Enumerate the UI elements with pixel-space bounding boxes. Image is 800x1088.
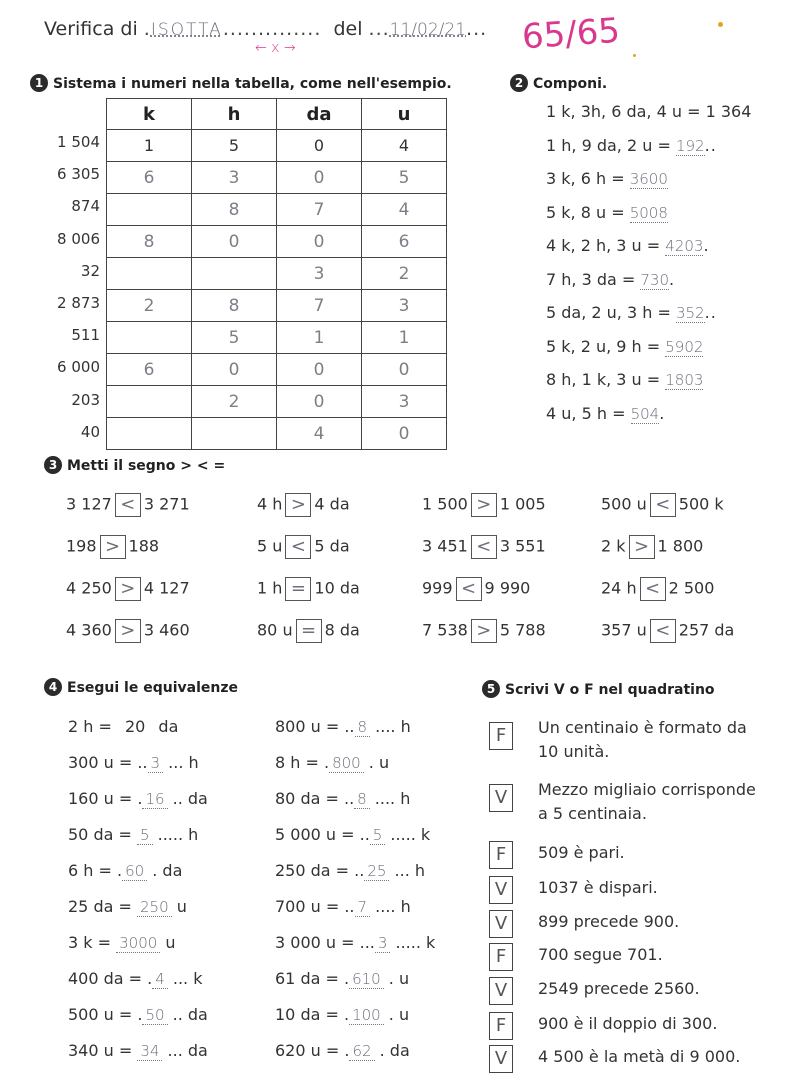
equivalence-answer[interactable]: 4 <box>152 970 168 989</box>
equivalence-answer[interactable]: 5 <box>137 826 153 845</box>
equivalence-unit: ..... k <box>385 825 431 844</box>
exercise-3-title: 3 Metti il segno > < = <box>44 456 225 474</box>
compose-item <box>546 337 703 356</box>
compare-left: 4 250 <box>66 578 112 598</box>
equivalence-answer[interactable]: 800 <box>329 754 364 773</box>
table-cell[interactable]: 0 <box>277 226 362 258</box>
table-cell[interactable]: 0 <box>277 386 362 418</box>
compare-right: 188 <box>128 536 160 556</box>
compare-item <box>601 535 703 559</box>
equivalence-question: 500 u = . <box>68 1005 143 1024</box>
table-cell[interactable]: 3 <box>362 386 447 418</box>
sign-box[interactable]: < <box>471 535 497 559</box>
table-cell[interactable] <box>192 418 277 450</box>
table-cell[interactable]: 6 <box>107 354 192 386</box>
test-date: 11/02/21 <box>389 20 467 40</box>
vf-statement: 900 è il doppio di 300. <box>538 1014 718 1033</box>
equivalence-unit: .... h <box>370 897 411 916</box>
equivalence-answer[interactable]: 250 <box>137 898 172 917</box>
worksheet-header: Verifica di .ISOTTA.............. del ...11/02/21... <box>44 18 488 40</box>
compare-item <box>422 535 546 559</box>
table-row <box>107 418 447 450</box>
compare-right: 2 500 <box>668 578 715 598</box>
table-cell[interactable]: 0 <box>362 418 447 450</box>
equivalence-answer[interactable]: 3000 <box>116 934 160 953</box>
equivalence-answer[interactable]: 7 <box>355 898 371 917</box>
scribble-mark: ← x → <box>255 40 296 56</box>
compare-right: 8 da <box>324 620 360 640</box>
compare-right: 4 127 <box>143 578 190 598</box>
yellow-dot <box>718 22 723 27</box>
compare-left: 999 <box>422 578 453 598</box>
row-number-label: 8 006 <box>57 229 100 248</box>
equivalence-item <box>275 933 435 952</box>
compose-item <box>546 404 665 423</box>
sign-box[interactable]: = <box>296 619 322 643</box>
equivalence-answer[interactable]: 34 <box>137 1042 162 1061</box>
compose-answer[interactable]: 352 <box>675 304 705 322</box>
equivalence-unit: ... h <box>389 861 426 880</box>
exercise-1-number: 1 <box>30 74 48 92</box>
sign-box[interactable]: > <box>100 535 126 559</box>
compose-question: 4 k, 2 h, 3 u = <box>546 236 666 255</box>
compare-item <box>66 535 159 559</box>
place-value-table <box>106 98 447 450</box>
equivalence-unit: . da <box>374 1041 410 1060</box>
table-cell[interactable]: 0 <box>277 162 362 194</box>
equivalence-item <box>275 861 425 880</box>
exercise-2-title: 2 Componi. <box>510 74 607 92</box>
table-cell[interactable]: 0 <box>277 130 362 162</box>
compare-right: 3 551 <box>499 536 546 556</box>
compose-question: 1 k, 3h, 6 da, 4 u = 1 364 <box>546 102 752 121</box>
compose-question: 8 h, 1 k, 3 u = <box>546 370 666 389</box>
compose-answer[interactable]: 5902 <box>665 337 704 356</box>
compose-question: 1 h, 9 da, 2 u = <box>546 135 676 155</box>
exercise-5-number: 5 <box>482 680 500 698</box>
equivalence-unit: ... h <box>163 753 199 772</box>
compare-item <box>422 577 530 601</box>
equivalence-question: 620 u = . <box>275 1041 350 1060</box>
equivalence-answer[interactable]: 50 <box>142 1006 167 1025</box>
equivalence-unit: .... h <box>370 717 411 736</box>
compare-item <box>66 493 190 517</box>
equivalence-unit: ... da <box>162 1041 208 1060</box>
sign-box[interactable]: = <box>285 577 311 601</box>
compare-item <box>422 619 546 643</box>
compare-right: 500 k <box>678 494 724 514</box>
table-cell[interactable]: 2 <box>107 290 192 322</box>
compose-question: 5 k, 8 u = <box>546 202 630 222</box>
equivalence-item <box>68 933 176 952</box>
sign-box[interactable]: < <box>640 577 666 601</box>
equivalence-question: 800 u = .. <box>275 717 355 736</box>
equivalence-item <box>68 753 199 772</box>
exercise-3-number: 3 <box>44 456 62 474</box>
dotted-tail: . <box>703 236 710 255</box>
equivalence-question: 6 h = . <box>68 861 123 880</box>
compare-right: 9 990 <box>484 578 531 598</box>
vf-checkbox[interactable]: V <box>489 784 513 812</box>
equivalence-answer[interactable]: 16 <box>142 790 167 809</box>
vf-statement: 700 segue 701. <box>538 945 663 964</box>
vf-checkbox[interactable]: F <box>489 841 513 869</box>
equivalence-answer[interactable]: 100 <box>349 1006 384 1025</box>
compare-right: 257 da <box>678 620 735 640</box>
table-row <box>107 130 447 162</box>
equivalence-answer[interactable]: 8 <box>355 718 371 737</box>
table-cell[interactable]: 5 <box>362 162 447 194</box>
equivalence-question: 300 u = .. <box>68 753 148 772</box>
vf-checkbox[interactable]: F <box>489 943 513 971</box>
table-cell[interactable]: 4 <box>362 130 447 162</box>
compose-question: 4 u, 5 h = <box>546 403 631 423</box>
compose-item <box>546 303 717 322</box>
row-number-label: 6 305 <box>57 165 100 184</box>
row-number-label: 1 504 <box>57 133 100 151</box>
equivalence-question: 61 da = . <box>275 969 350 988</box>
compose-item <box>546 203 668 222</box>
compare-left: 3 127 <box>66 494 112 514</box>
table-row <box>107 354 447 386</box>
table-row <box>107 290 447 322</box>
equivalence-unit: u <box>171 897 187 916</box>
compare-item <box>257 577 360 601</box>
equivalence-item <box>68 969 203 988</box>
compare-right: 5 788 <box>499 620 546 640</box>
compare-item <box>601 577 714 601</box>
equivalence-unit: da <box>153 717 179 736</box>
equivalence-question: 3 k = <box>68 933 117 952</box>
equivalence-question: 2 h = <box>68 717 117 736</box>
exercise-4-title: 4 Esegui le equivalenze <box>44 678 238 696</box>
del-label: del <box>333 18 363 40</box>
table-cell[interactable]: 0 <box>192 354 277 386</box>
table-header-row <box>107 99 447 130</box>
equivalence-answer[interactable]: 3 <box>148 754 164 773</box>
table-cell[interactable] <box>107 194 192 226</box>
compose-question: 3 k, 6 h = <box>546 169 630 188</box>
sign-box[interactable]: > <box>629 535 655 559</box>
table-cell[interactable] <box>107 386 192 418</box>
sign-box[interactable]: < <box>650 493 676 517</box>
compare-item <box>66 619 190 643</box>
sign-box[interactable]: > <box>285 493 311 517</box>
table-cell[interactable]: 1 <box>362 322 447 354</box>
equivalence-unit: ..... h <box>152 825 199 844</box>
sign-box[interactable]: < <box>285 535 311 559</box>
equivalence-answer[interactable]: 5 <box>370 826 386 845</box>
col-header-da: da <box>277 99 362 130</box>
equivalence-item <box>68 1041 208 1060</box>
equivalence-item <box>275 897 411 916</box>
table-cell[interactable]: 4 <box>362 194 447 226</box>
table-cell[interactable]: 8 <box>107 226 192 258</box>
table-cell[interactable]: 7 <box>277 194 362 226</box>
vf-checkbox[interactable]: F <box>489 722 513 750</box>
vf-statement: 509 è pari. <box>538 843 625 862</box>
compare-item <box>601 493 724 517</box>
sign-box[interactable]: < <box>650 619 676 643</box>
dotted-tail: . <box>659 403 666 423</box>
table-cell[interactable]: 2 <box>362 258 447 290</box>
compare-left: 5 u <box>257 536 283 556</box>
exercise-5-title: 5 Scrivi V o F nel quadratino <box>482 680 715 698</box>
sign-box[interactable]: > <box>471 619 497 643</box>
table-row <box>107 162 447 194</box>
row-number-label: 32 <box>80 261 100 280</box>
vf-statement: 2549 precede 2560. <box>538 979 700 998</box>
equivalence-answer[interactable]: 8 <box>354 790 370 809</box>
equivalence-question: 400 da = . <box>68 969 153 988</box>
table-cell[interactable]: 6 <box>362 226 447 258</box>
compare-right: 10 da <box>314 578 360 598</box>
compose-item <box>546 270 675 289</box>
equivalence-item <box>275 753 389 772</box>
col-header-u: u <box>362 99 447 130</box>
compose-answer[interactable]: 730 <box>640 270 670 289</box>
equivalence-item <box>68 861 182 880</box>
table-cell[interactable]: 8 <box>192 290 277 322</box>
equivalence-item <box>68 717 178 736</box>
compare-left: 2 k <box>601 536 626 556</box>
compare-left: 7 538 <box>422 620 468 640</box>
table-cell[interactable]: 0 <box>362 354 447 386</box>
equivalence-question: 80 da = .. <box>275 789 355 808</box>
compare-left: 24 h <box>601 578 637 598</box>
vf-statement: 1037 è dispari. <box>538 878 658 897</box>
table-cell[interactable]: 5 <box>192 322 277 354</box>
compare-right: 1 800 <box>657 536 704 556</box>
score: 65/65 <box>520 10 622 58</box>
equivalence-answer[interactable]: 25 <box>364 862 389 881</box>
equivalence-question: 160 u = . <box>68 789 143 808</box>
dotted-tail: .. <box>704 135 717 155</box>
dotted-tail: . <box>669 269 676 289</box>
table-cell[interactable]: 3 <box>192 162 277 194</box>
dotted-tail: .. <box>704 303 717 322</box>
vf-checkbox[interactable]: V <box>489 977 513 1005</box>
compare-right: 1 005 <box>499 494 546 514</box>
table-cell[interactable]: 3 <box>362 290 447 322</box>
table-cell[interactable] <box>192 258 277 290</box>
compose-item <box>546 136 717 155</box>
compare-right: 4 da <box>314 494 350 514</box>
table-cell[interactable] <box>107 322 192 354</box>
table-cell[interactable]: 6 <box>107 162 192 194</box>
equivalence-question: 50 da = <box>68 825 137 844</box>
row-number-label: 40 <box>80 422 100 441</box>
sign-box[interactable]: > <box>115 577 141 601</box>
row-number-label: 874 <box>71 197 100 216</box>
equivalence-question: 25 da = <box>68 897 137 916</box>
equivalence-unit: ... k <box>167 969 203 988</box>
equivalence-question: 10 da = . <box>275 1005 350 1024</box>
compose-item <box>546 370 703 389</box>
equivalence-item <box>68 825 198 844</box>
row-number-label: 2 873 <box>57 294 100 312</box>
equivalence-answer[interactable]: 60 <box>122 862 147 881</box>
student-name: ISOTTA <box>150 20 223 40</box>
equivalence-unit: u <box>160 933 176 952</box>
compare-item <box>257 535 350 559</box>
equivalence-answer[interactable]: 3 <box>375 934 391 953</box>
sign-box[interactable]: < <box>115 493 141 517</box>
table-cell[interactable] <box>107 418 192 450</box>
compose-question: 5 k, 2 u, 9 h = <box>546 336 666 356</box>
compose-item <box>546 169 668 188</box>
sign-box[interactable]: > <box>115 619 141 643</box>
table-cell[interactable]: 1 <box>107 130 192 162</box>
equivalence-item <box>275 789 410 808</box>
table-cell[interactable]: 7 <box>277 290 362 322</box>
compose-answer[interactable]: 1803 <box>665 371 704 389</box>
verifica-label: Verifica di <box>44 18 138 40</box>
compare-left: 4 h <box>257 494 283 514</box>
yellow-dot-small <box>633 54 636 57</box>
vf-checkbox[interactable]: V <box>489 1045 513 1073</box>
compose-item <box>546 236 710 255</box>
exercise-4-number: 4 <box>44 678 62 696</box>
compose-question: 7 h, 3 da = <box>546 269 641 289</box>
equivalence-unit: . u <box>383 1005 410 1024</box>
compare-right: 3 271 <box>143 494 190 514</box>
equivalence-unit: .. da <box>167 789 208 808</box>
equivalence-item <box>275 717 411 736</box>
equivalence-item <box>68 897 187 916</box>
sign-box[interactable]: > <box>471 493 497 517</box>
compare-item <box>66 577 190 601</box>
table-cell[interactable]: 5 <box>192 130 277 162</box>
vf-checkbox[interactable]: V <box>489 876 513 904</box>
table-cell[interactable]: 0 <box>192 226 277 258</box>
table-cell[interactable]: 8 <box>192 194 277 226</box>
compare-right: 3 460 <box>143 620 190 640</box>
equivalence-answer[interactable]: 610 <box>349 970 384 989</box>
exercise-1-title: 1 Sistema i numeri nella tabella, come nell'esempio. <box>30 74 452 92</box>
compose-answer[interactable]: 192 <box>675 136 705 155</box>
vf-checkbox[interactable]: V <box>489 910 513 938</box>
equivalence-item <box>275 1041 410 1060</box>
compare-item <box>601 619 734 643</box>
row-number-label: 6 000 <box>57 358 100 377</box>
equivalence-unit: . da <box>147 861 183 880</box>
sign-box[interactable]: < <box>456 577 482 601</box>
compare-left: 1 500 <box>422 494 468 514</box>
compare-left: 500 u <box>601 494 647 514</box>
compare-left: 1 h <box>257 578 283 598</box>
table-cell[interactable] <box>107 258 192 290</box>
equivalence-question: 5 000 u = .. <box>275 825 370 844</box>
compare-left: 3 451 <box>422 536 468 556</box>
col-header-h: h <box>192 99 277 130</box>
row-number-label: 511 <box>71 326 100 345</box>
vf-checkbox[interactable]: F <box>489 1012 513 1040</box>
equivalence-question: 250 da = .. <box>275 861 365 880</box>
table-row <box>107 194 447 226</box>
vf-statement: 4 500 è la metà di 9 000. <box>538 1047 741 1066</box>
compose-answer[interactable]: 4203 <box>665 237 704 255</box>
vf-statement: Mezzo migliaio corrisponde a 5 centinaia. <box>538 780 756 823</box>
equivalence-answer[interactable]: 62 <box>349 1042 374 1061</box>
equivalence-unit: ..... k <box>390 933 436 952</box>
table-row <box>107 258 447 290</box>
compose-question: 5 da, 2 u, 3 h = <box>546 303 676 322</box>
exercise-2-number: 2 <box>510 74 528 92</box>
table-row <box>107 226 447 258</box>
equivalence-unit: .... h <box>369 789 411 808</box>
equivalence-question: 8 h = . <box>275 753 330 772</box>
equivalence-question: 3 000 u = ... <box>275 933 375 952</box>
equivalence-item <box>275 1005 409 1024</box>
table-cell[interactable]: 3 <box>277 258 362 290</box>
table-row <box>107 322 447 354</box>
row-number-label: 203 <box>71 390 100 409</box>
compose-item <box>546 102 751 121</box>
equivalence-question: 340 u = <box>68 1041 138 1060</box>
compare-item <box>257 619 360 643</box>
vf-statement: Un centinaio è formato da 10 unità. <box>538 718 747 761</box>
equivalence-item <box>68 1005 208 1024</box>
table-cell[interactable]: 1 <box>277 322 362 354</box>
equivalence-unit: . u <box>363 753 390 772</box>
compare-left: 357 u <box>601 620 647 640</box>
compose-answer[interactable]: 504 <box>630 404 660 423</box>
equivalence-answer[interactable]: 20 <box>124 717 146 736</box>
equivalence-unit: .. da <box>167 1005 208 1024</box>
equivalence-item <box>68 789 208 808</box>
equivalence-unit: . u <box>383 969 410 988</box>
equivalence-question: 700 u = .. <box>275 897 355 916</box>
table-row <box>107 386 447 418</box>
compare-left: 80 u <box>257 620 293 640</box>
compare-right: 5 da <box>314 536 350 556</box>
table-cell[interactable]: 4 <box>277 418 362 450</box>
compare-item <box>422 493 546 517</box>
table-cell[interactable]: 0 <box>277 354 362 386</box>
compose-answer[interactable]: 3600 <box>629 170 668 188</box>
equivalence-item <box>275 969 409 988</box>
compare-left: 198 <box>66 536 97 556</box>
col-header-k: k <box>107 99 192 130</box>
table-cell[interactable]: 2 <box>192 386 277 418</box>
equivalence-item <box>275 825 430 844</box>
compose-answer[interactable]: 5008 <box>629 203 668 222</box>
compare-item <box>257 493 350 517</box>
compare-left: 4 360 <box>66 620 112 640</box>
vf-statement: 899 precede 900. <box>538 912 680 931</box>
